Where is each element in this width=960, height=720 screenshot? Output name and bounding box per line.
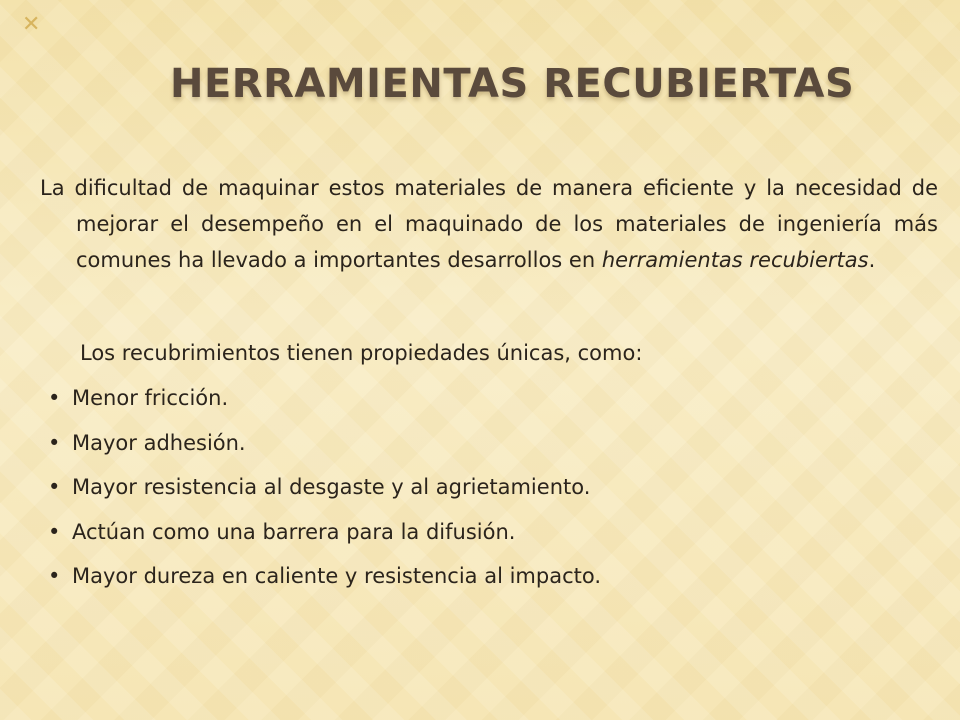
- body-paragraph: [40, 170, 938, 278]
- bullet-icon: •: [48, 519, 61, 544]
- paragraph-text-after: .: [868, 248, 876, 272]
- bullet-icon: •: [48, 386, 61, 410]
- properties-list: [48, 380, 601, 603]
- slide-title: HERRAMIENTAS RECUBIERTAS: [170, 61, 855, 107]
- property-text: Menor fricción.: [72, 386, 229, 410]
- property-text: Mayor adhesión.: [72, 430, 246, 455]
- bullet-icon: •: [48, 430, 61, 455]
- property-item: [48, 380, 601, 425]
- properties-intro: Los recubrimientos tienen propiedades únicas, como:: [80, 341, 643, 365]
- property-item: [48, 514, 601, 559]
- property-item: [48, 558, 601, 603]
- property-item: [48, 425, 601, 470]
- property-item: [48, 469, 601, 514]
- paragraph-emphasis: herramientas recubiertas: [601, 248, 869, 272]
- property-text: Mayor dureza en caliente y resistencia al impacto.: [72, 564, 602, 588]
- bullet-icon: •: [48, 564, 61, 588]
- paragraph-text-before: La dificultad de maquinar estos materiales de manera eficiente y la necesidad de mejorar el desempeño en el maquinado de los materiales de ingeniería más comunes ha llevado a importantes desarrollos en: [40, 176, 938, 272]
- bullet-icon: •: [48, 475, 61, 499]
- property-text: Actúan como una barrera para la difusión.: [72, 519, 516, 544]
- property-text: Mayor resistencia al desgaste y al agrietamiento.: [72, 475, 591, 499]
- slide-decoration-x-icon: ✕: [22, 12, 41, 37]
